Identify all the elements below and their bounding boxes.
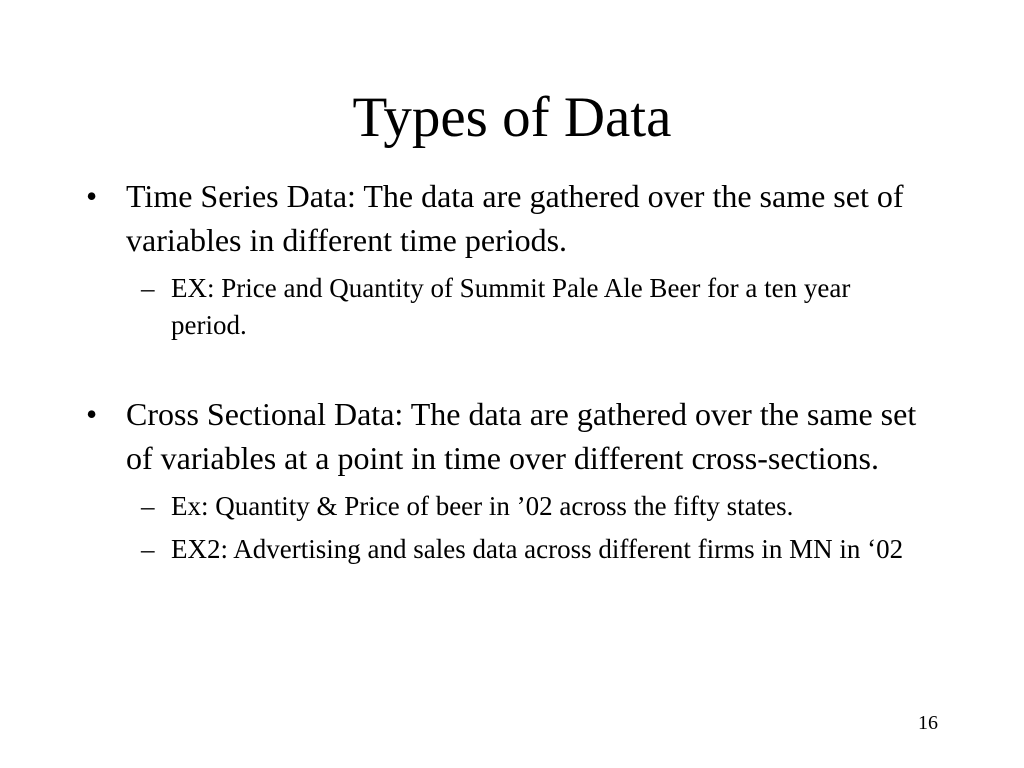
sub-bullet-text: EX: Price and Quantity of Summit Pale Ale Beer for a ten year period. xyxy=(171,273,851,340)
sub-bullet-text: Ex: Quantity & Price of beer in ’02 across the fifty states. xyxy=(171,491,794,521)
slide-title: Types of Data xyxy=(352,86,672,149)
bullet-text: Cross Sectional Data: The data are gathered over the same set of variables at a point in time over different cross-sections. xyxy=(126,396,917,476)
bullet-text: Time Series Data: The data are gathered over the same set of variables in different time periods. xyxy=(126,178,904,258)
sub-bullet-cross-sectional-example-1 xyxy=(0,488,1024,525)
bullet-marker: • xyxy=(86,178,98,214)
slide-body xyxy=(0,174,1024,568)
bullet-time-series xyxy=(0,174,1024,262)
sub-bullet-cross-sectional-example-2 xyxy=(0,531,1024,568)
bullet-marker: • xyxy=(86,396,98,432)
sub-bullet-marker: – xyxy=(141,273,155,303)
bullet-cross-sectional xyxy=(0,392,1024,480)
sub-bullet-marker: – xyxy=(141,491,155,521)
sub-bullet-marker: – xyxy=(141,534,155,564)
sub-bullet-time-series-example xyxy=(0,270,1024,344)
page-number: 16 xyxy=(918,712,938,734)
sub-bullet-text: EX2: Advertising and sales data across different firms in MN in ‘02 xyxy=(171,534,904,564)
